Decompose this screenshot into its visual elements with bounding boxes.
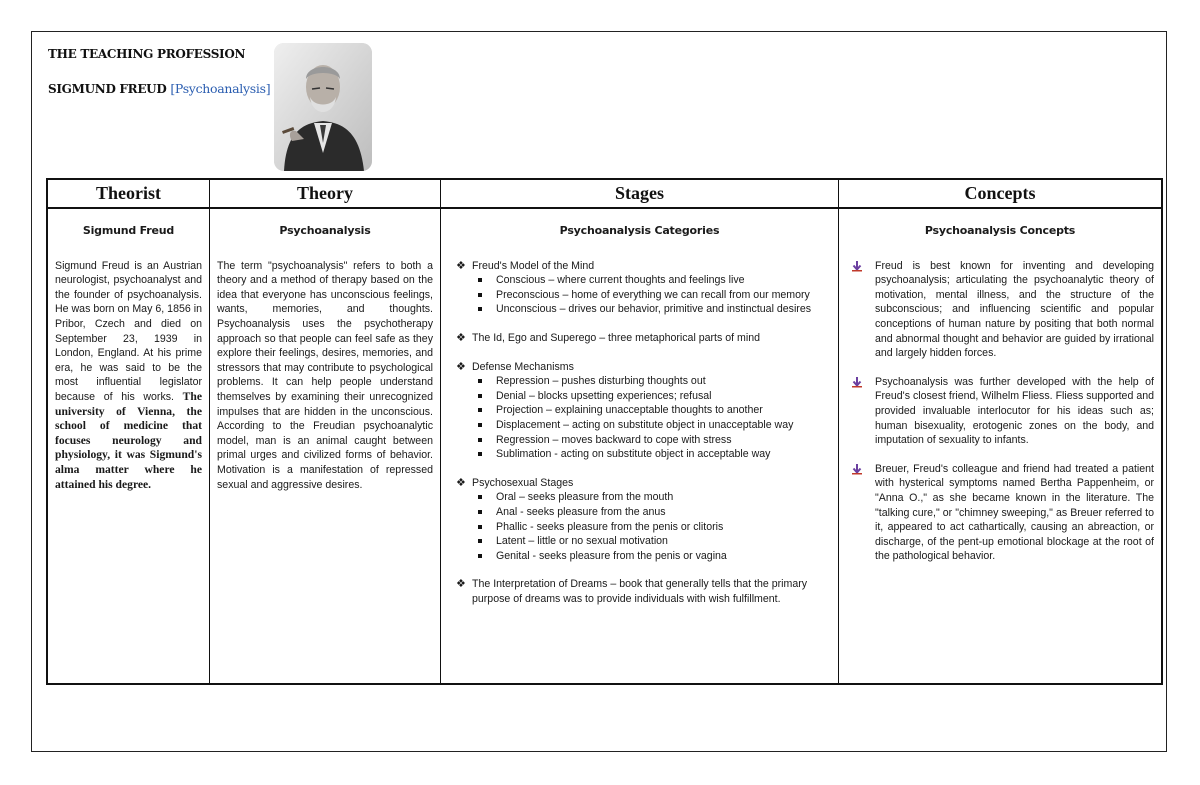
list-item: Freud is best known for inventing and developing psychoanalysis; articulating the psychoanalytic theory of motivation, mental illness, and the structure of the subconscious; and influencing scientific and popular conceptions of human nature by positing that both normal and abnormal thought and behavior are guided by irrational and largely hidden forces. [851, 259, 1154, 361]
list-item: Latent – little or no sexual motivation [478, 534, 831, 549]
square-bullet-icon [478, 495, 482, 499]
list-item: Conscious – where current thoughts and feelings live [478, 273, 831, 288]
diamond-bullet-icon: ❖ [456, 360, 466, 373]
list-item: Sublimation - acting on substitute object in acceptable way [478, 447, 831, 462]
list-item: ❖ The Interpretation of Dreams – book that generally tells that the primary purpose of dreams was to provide individuals with wish fulfillment. [456, 578, 808, 605]
list-item: Phallic - seeks pleasure from the penis or clitoris [478, 520, 831, 535]
freud-portrait-image [274, 43, 372, 171]
list-item: Denial – blocks upsetting experiences; refusal [478, 389, 831, 404]
concepts-list [851, 259, 1154, 564]
list-item: Unconscious – drives our behavior, primitive and instinctual desires [478, 302, 831, 317]
square-bullet-icon [478, 379, 482, 383]
list-item: Oral – seeks pleasure from the mouth [478, 490, 831, 505]
stages-column [440, 180, 838, 683]
concepts-column [838, 180, 1161, 683]
square-bullet-icon [478, 293, 482, 297]
list-item: ❖ Freud's Model of the Mind Conscious – where current thoughts and feelings live Preconscious – home of everything we can recall from our memory Unconscious – drives our behavior, primitive and instinctual desires [456, 259, 831, 317]
diamond-bullet-icon: ❖ [456, 476, 466, 489]
comparison-table [46, 178, 1163, 685]
stages-category-list [456, 259, 831, 607]
document-subtitle [48, 81, 270, 96]
square-bullet-icon [478, 307, 482, 311]
arrow-bullet-icon [851, 376, 863, 388]
arrow-bullet-icon [851, 260, 863, 272]
arrow-bullet-icon [851, 463, 863, 475]
sub-list [478, 273, 831, 317]
square-bullet-icon [478, 394, 482, 398]
list-item: Repression – pushes disturbing thoughts out [478, 374, 831, 389]
theorist-text [55, 259, 202, 493]
square-bullet-icon [478, 438, 482, 442]
list-item: Breuer, Freud's colleague and friend had treated a patient with hysterical symptoms named Bertha Pappenheim, or "Anna O.," as she became known in the literature. The "talking cure," or "chimney sweeping," as Breuer referred to it, appeared to act cathartically, causing an abreaction, or discharge, of the pent-up emotional blockage at the root of the pathological behavior. [851, 462, 1154, 564]
theory-heading: Theory [210, 180, 440, 209]
square-bullet-icon [478, 408, 482, 412]
stages-heading: Stages [441, 180, 838, 209]
list-item: ❖ Defense Mechanisms Repression – pushes disturbing thoughts out Denial – blocks upsetting experiences; refusal Projection – explaining unacceptable thoughts to another Displacement – acting on substitute object in unacceptable way Regression – moves backward to cope with stress Sublimation - acting on substitute object in acceptable way [456, 360, 831, 462]
list-item: Genital - seeks pleasure from the penis or vagina [478, 549, 831, 564]
theory-subheading: Psychoanalysis [279, 224, 371, 237]
portrait-illustration [274, 43, 372, 171]
list-item: Anal - seeks pleasure from the anus [478, 505, 831, 520]
theorist-bio-bold: The university of Vienna, the school of medicine that focuses neurology and physiology, it was Sigmund's alma matter where he attained his degree. [55, 389, 202, 491]
theorist-bio: Sigmund Freud is an Austrian neurologist, psychoanalyst and the founder of psychoanalysis. He was born on May 6, 1856 in Pribor, Czech and died on September 23, 1939 in London, England. At his prime era, he was said to be the most influential legislator because of his works. [55, 259, 202, 403]
list-item: Regression – moves backward to cope with stress [478, 433, 831, 448]
sub-list [478, 374, 831, 462]
square-bullet-icon [478, 278, 482, 282]
square-bullet-icon [478, 510, 482, 514]
diamond-bullet-icon: ❖ [456, 578, 466, 591]
square-bullet-icon [478, 423, 482, 427]
square-bullet-icon [478, 452, 482, 456]
square-bullet-icon [478, 525, 482, 529]
diamond-bullet-icon: ❖ [456, 259, 466, 272]
sub-list [478, 490, 831, 563]
list-item: Psychoanalysis was further developed with the help of Freud's closest friend, Wilhelm Fliess. Fliess supported and provided invaluable interlocutor for his ideas such as; human bisexuality, erotogenic zones on the body, and imputation of sexuality to infants. [851, 375, 1154, 448]
subtitle-bracket: [Psychoanalysis] [170, 81, 271, 96]
square-bullet-icon [478, 554, 482, 558]
theory-text: The term "psychoanalysis" refers to both a theory and a method of therapy based on the idea that everyone has unconscious feelings, wants, memories, and thoughts. Psychoanalysis uses the psychotherapy approach so that people can feel safe as they explore their feelings, desires, memories, and stressors that may contribute to psychological problems. It can help people understand themselves by examining their unrecognized impulses that are hidden in the unconscious. According to the Freudian psychoanalytic model, man is an animal caught between primal urges and civilized forms of behavior. Motivation is a manifestation of repressed sexual and aggressive desires. [217, 259, 433, 491]
subtitle-name: SIGMUND FREUD [48, 82, 167, 96]
list-item: Displacement – acting on substitute object in unacceptable way [478, 418, 831, 433]
theory-column [209, 180, 440, 683]
list-item: ❖ Psychosexual Stages Oral – seeks pleasure from the mouth Anal - seeks pleasure from the anus Phallic - seeks pleasure from the penis or clitoris Latent – little or no sexual motivation Genital - seeks pleasure from the penis or vagina [456, 476, 831, 564]
concepts-heading: Concepts [839, 180, 1161, 209]
list-item: ❖ The Id, Ego and Superego – three metaphorical parts of mind [456, 331, 760, 344]
stages-subheading: Psychoanalysis Categories [559, 224, 720, 237]
concepts-subheading: Psychoanalysis Concepts [924, 224, 1076, 237]
list-item: Projection – explaining unacceptable thoughts to another [478, 403, 831, 418]
document-title: THE TEACHING PROFESSION [48, 47, 246, 61]
theorist-column [48, 180, 209, 683]
square-bullet-icon [478, 539, 482, 543]
list-item: Preconscious – home of everything we can recall from our memory [478, 288, 831, 303]
diamond-bullet-icon: ❖ [456, 331, 466, 344]
theorist-subheading: Sigmund Freud [82, 224, 175, 237]
theorist-heading: Theorist [48, 180, 209, 209]
